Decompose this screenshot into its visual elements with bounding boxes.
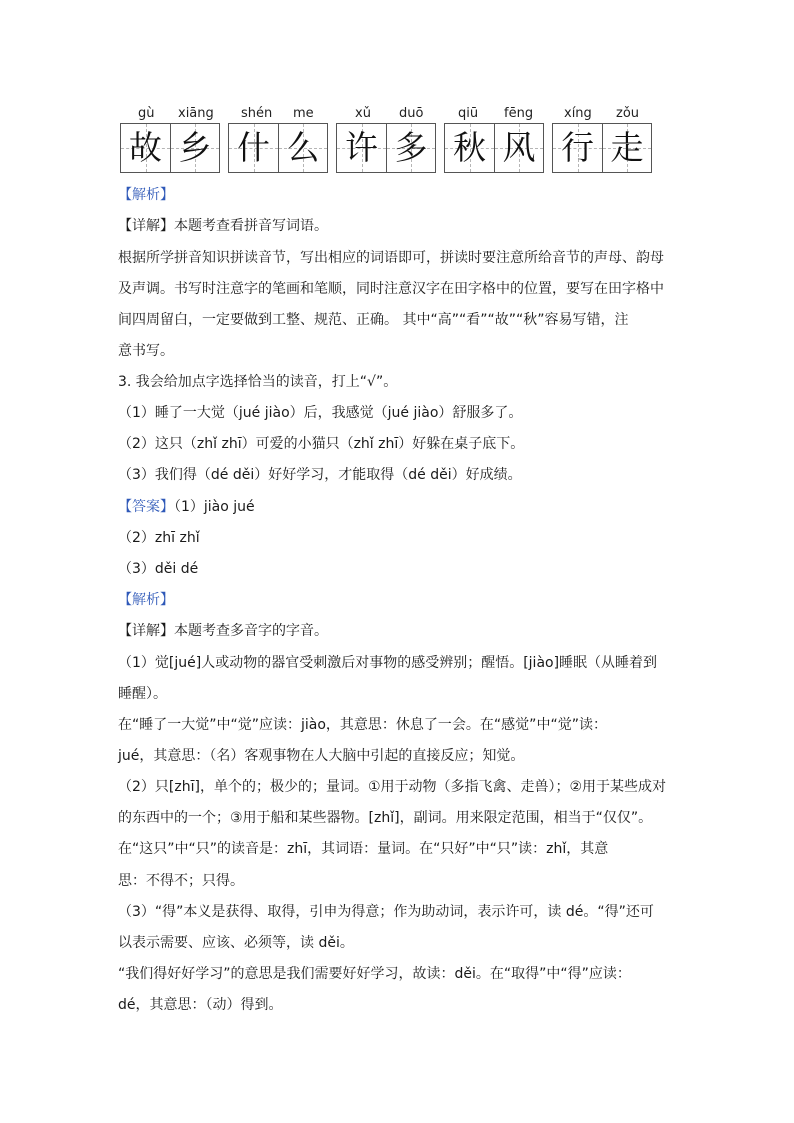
detail-tag: 【详解】	[118, 218, 174, 234]
detail-intro: 本题考查多音字的字音。	[174, 623, 328, 639]
tianzige-cell	[494, 124, 543, 172]
pinyin-label: duō	[399, 106, 424, 121]
hanzi: 行	[561, 128, 594, 167]
tianzige-cell	[229, 124, 278, 172]
pinyin-label: zǒu	[616, 106, 640, 121]
explanation-line: 以表示需要、应该、必须等，读 děi。	[118, 935, 354, 951]
explanation-line: dé，其意思：（动）得到。	[118, 997, 283, 1013]
explanation-line: （3）“得”本义是获得、取得，引申为得意；作为助动词，表示许可，读 dé。“得”还可	[118, 904, 654, 920]
question-item: （1）睡了一大觉（jué jiào）后，我感觉（jué jiào）舒服多了。	[118, 405, 523, 421]
pinyin-label: gù	[138, 106, 155, 121]
explanation-line: （2）只[zhī]，单个的；极少的；量词。①用于动物（多指飞禽、走兽）；②用于某些成对	[118, 779, 667, 795]
hanzi: 走	[610, 128, 644, 167]
hanzi: 么	[286, 128, 320, 167]
detail-line	[118, 621, 328, 641]
explanation-line: jué，其意思：（名）客观事物在人大脑中引起的直接反应；知觉。	[118, 748, 525, 764]
pinyin-label: me	[293, 106, 314, 121]
tianzige-cell	[337, 124, 386, 172]
tianzige-cell	[170, 124, 219, 172]
pinyin-label: qiū	[458, 106, 479, 121]
word-box	[120, 123, 220, 173]
hanzi: 什	[237, 128, 270, 167]
question-title: 3. 我会给加点字选择恰当的读音，打上“√”。	[118, 374, 398, 390]
paragraph-line: 间四周留白，一定要做到工整、规范、正确。 其中“高”“看”“故”“秋”容易写错，注	[118, 312, 629, 328]
question-item: （3）我们得（dé děi）好好学习，才能取得（dé děi）好成绩。	[118, 467, 522, 483]
pinyin-label: xǔ	[355, 106, 371, 121]
analysis-tag: 【解析】	[118, 592, 174, 608]
answer-line: （2）zhī zhǐ	[118, 530, 200, 546]
tianzige-cell	[121, 124, 170, 172]
paragraph-line: 根据所学拼音知识拼读音节，写出相应的词语即可，拼读时要注意所给音节的声母、韵母	[118, 250, 664, 266]
explanation-line: 睡醒）。	[118, 686, 167, 702]
detail-intro: 本题考查看拼音写词语。	[174, 218, 328, 234]
tianzige-cell	[602, 124, 651, 172]
word-box	[228, 123, 328, 173]
word-box	[444, 123, 544, 173]
hanzi: 乡	[178, 128, 212, 167]
hanzi: 许	[345, 128, 378, 167]
pinyin-label: fēng	[504, 106, 534, 121]
explanation-line: 思：不得不；只得。	[118, 873, 244, 889]
hanzi: 风	[502, 128, 536, 167]
tianzige-cell	[553, 124, 602, 172]
word-box	[552, 123, 652, 173]
detail-tag: 【详解】	[118, 623, 174, 639]
hanzi: 故	[129, 128, 162, 167]
detail-line	[118, 216, 328, 236]
paragraph-line: 及声调。书写时注意字的笔画和笔顺，同时注意汉字在田字格中的位置，要写在田字格中	[118, 281, 664, 297]
tianzige-cell	[445, 124, 494, 172]
pinyin-row	[120, 106, 660, 120]
answer-text: （1）jiào jué	[174, 499, 255, 515]
word-box	[336, 123, 436, 173]
hanzi: 多	[394, 128, 428, 167]
explanation-line: 的东西中的一个；③用于船和某些器物。[zhǐ]，副词。用来限定范围，相当于“仅仅”。	[118, 810, 653, 826]
explanation-line: （1）觉[jué]人或动物的器官受刺激后对事物的感受辨别；醒悟。[jiào]睡眠（从睡着到	[118, 655, 658, 671]
answer-line	[118, 497, 255, 517]
analysis-tag: 【解析】	[118, 187, 174, 203]
tianzige-cell	[386, 124, 435, 172]
tianzige-cell	[278, 124, 327, 172]
explanation-line: 在“睡了一大觉”中“觉”应读：jiào，其意思：休息了一会。在“感觉”中“觉”读：	[118, 717, 607, 733]
hanzi: 秋	[453, 128, 486, 167]
answer-tag: 【答案】	[118, 499, 174, 515]
question-item: （2）这只（zhǐ zhī）可爱的小猫只（zhǐ zhī）好躲在桌子底下。	[118, 436, 525, 452]
explanation-line: 在“这只”中“只”的读音是：zhī，其词语：量词。在“只好”中“只”读：zhǐ，其意	[118, 841, 609, 857]
pinyin-label: xiāng	[178, 106, 214, 121]
explanation-line: “我们得好好学习”的意思是我们需要好好学习，故读：děi。在“取得”中“得”应读：	[118, 966, 631, 982]
pinyin-label: shén	[241, 106, 273, 121]
paragraph-line: 意书写。	[118, 343, 174, 359]
pinyin-label: xíng	[564, 106, 592, 121]
answer-line: （3）děi dé	[118, 561, 199, 577]
